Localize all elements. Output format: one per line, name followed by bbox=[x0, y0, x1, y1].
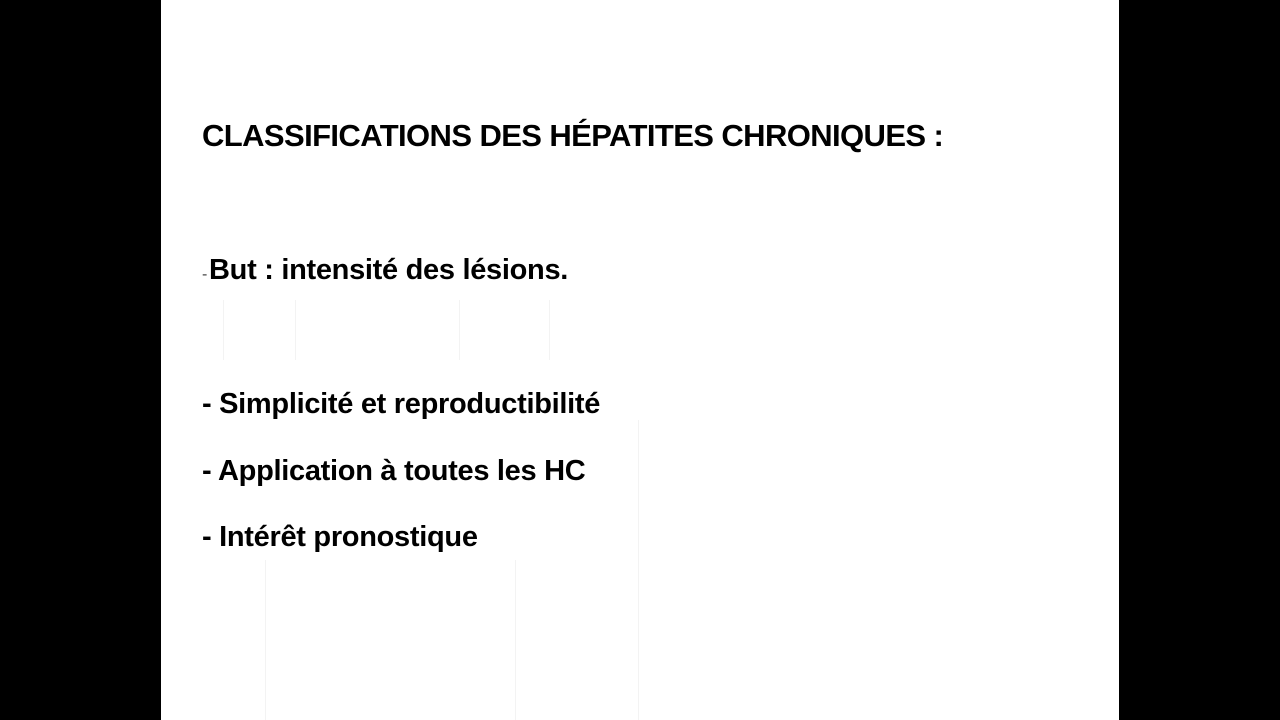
list-item: - Simplicité et reproductibilité bbox=[202, 388, 601, 420]
ghost-artifact bbox=[223, 300, 224, 360]
ghost-artifact bbox=[549, 300, 550, 360]
ghost-artifact bbox=[515, 560, 516, 720]
slide bbox=[161, 0, 1119, 720]
ghost-artifact bbox=[638, 420, 639, 720]
goal-text: But : intensité des lésions. bbox=[209, 254, 569, 286]
ghost-artifact bbox=[459, 300, 460, 360]
goal-line bbox=[202, 254, 568, 287]
list-item: - Application à toutes les HC bbox=[202, 455, 586, 487]
list-item: - Intérêt pronostique bbox=[202, 521, 478, 553]
ghost-artifact bbox=[295, 300, 296, 360]
ghost-artifact bbox=[265, 560, 266, 720]
goal-dash: - bbox=[202, 266, 208, 283]
slide-title: CLASSIFICATIONS DES HÉPATITES CHRONIQUES : bbox=[202, 118, 944, 153]
